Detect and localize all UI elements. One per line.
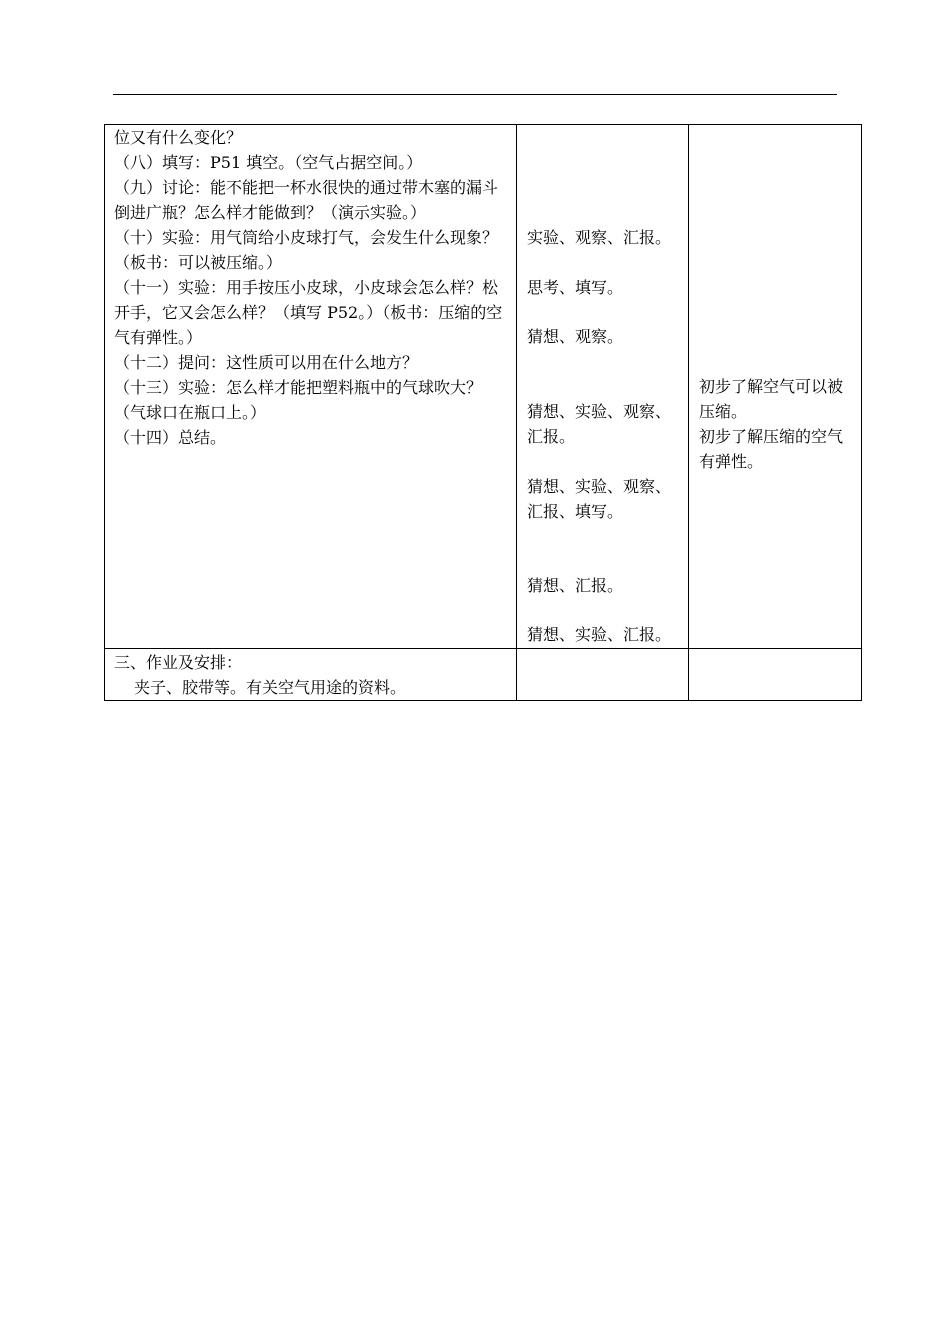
goal-text: 初步了解压缩的空气有弹性。 [699, 427, 844, 471]
step-text: （十四）总结。 [114, 428, 227, 447]
goals-cell [689, 125, 862, 649]
activity-text: 猜想、汇报。 [527, 576, 624, 595]
homework-content: 夹子、胶带等。有关空气用途的资料。 [134, 678, 407, 697]
step-text: （十三）实验：怎么样才能把塑料瓶中的气球吹大？（气球口在瓶口上。） [114, 378, 483, 422]
step-text: （十一）实验：用手按压小皮球，小皮球会怎么样？松开手，它又会怎么样？（填写 P52。）（板书：压缩的空气有弹性。） [114, 278, 503, 347]
activity-text: 思考、填写。 [527, 278, 624, 297]
activity-text: 猜想、实验、汇报。 [527, 625, 672, 644]
homework-activity-cell [517, 649, 689, 701]
lesson-plan-table [104, 124, 862, 701]
activity-text: 猜想、实验、观察、汇报、填写。 [527, 477, 672, 521]
header-rule [113, 94, 837, 95]
homework-goal-cell [689, 649, 862, 701]
student-activities-cell [517, 125, 689, 649]
table-row [105, 649, 862, 701]
teaching-steps-cell [105, 125, 517, 649]
homework-heading: 三、作业及安排： [114, 653, 243, 672]
step-text: （十二）提问：这性质可以用在什么地方？ [114, 353, 419, 372]
step-text: （十）实验：用气筒给小皮球打气，会发生什么现象？（板书：可以被压缩。） [114, 228, 499, 272]
activity-text: 猜想、实验、观察、汇报。 [527, 402, 672, 446]
step-text: （九）讨论：能不能把一杯水很快的通过带木塞的漏斗倒进广瓶？怎么样才能做到？（演示实验。） [114, 178, 499, 222]
activity-text: 猜想、观察。 [527, 327, 624, 346]
activity-text: 实验、观察、汇报。 [527, 228, 672, 247]
homework-cell [105, 649, 517, 701]
goal-text: 初步了解空气可以被压缩。 [699, 377, 844, 421]
step-text: 位又有什么变化？ [114, 128, 243, 147]
step-text: （八）填写：P51 填空。（空气占据空间。） [114, 153, 423, 172]
table-row [105, 125, 862, 649]
